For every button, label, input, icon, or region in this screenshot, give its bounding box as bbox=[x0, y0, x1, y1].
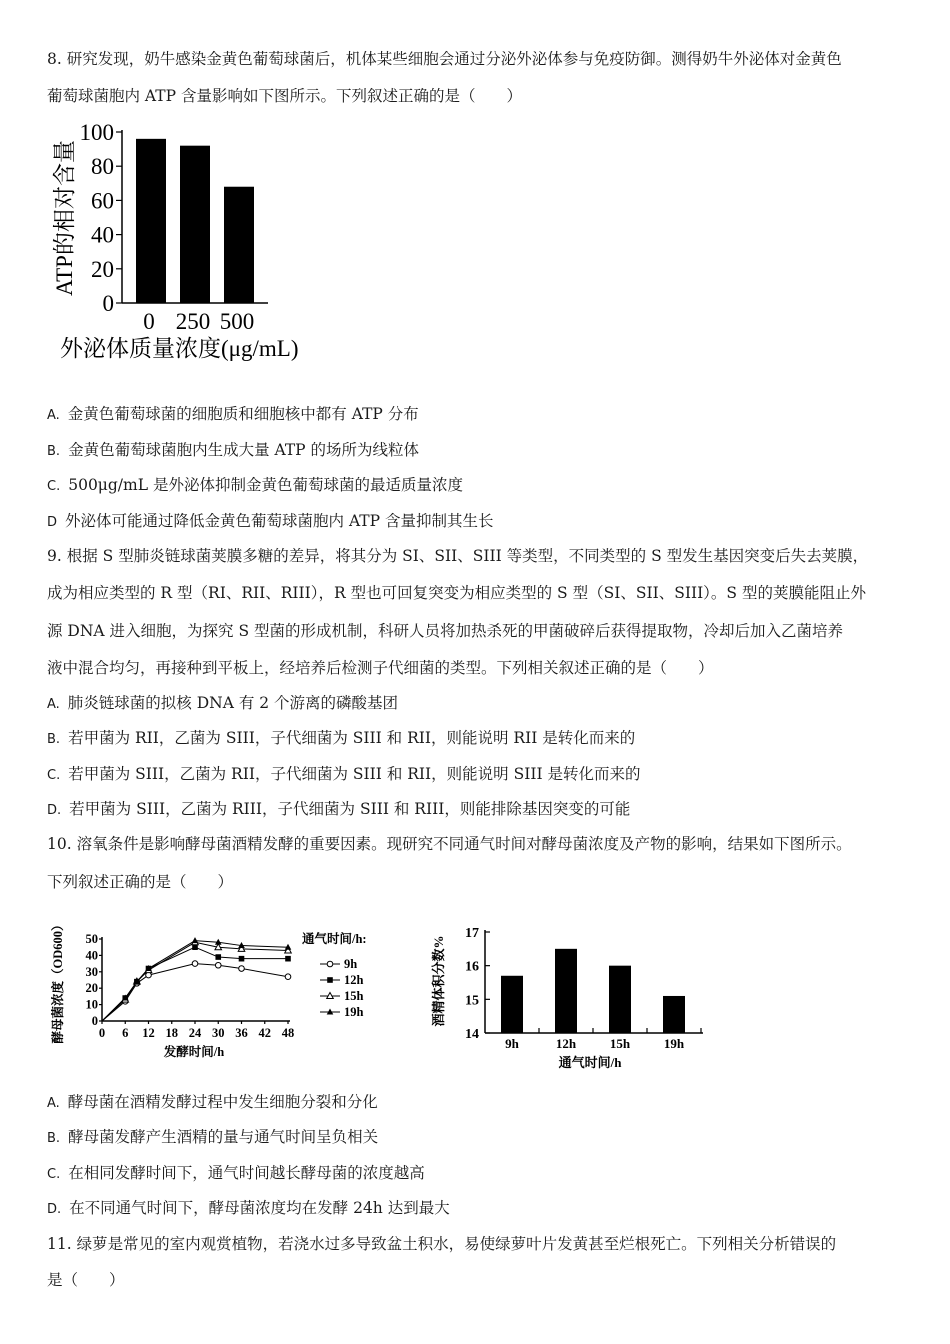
point-12h bbox=[215, 954, 221, 960]
bar-12h bbox=[555, 949, 577, 1033]
x-tick-label: 48 bbox=[281, 1026, 295, 1040]
point-19h bbox=[192, 937, 199, 943]
q9-stem-line1: 9. 根据 S 型肺炎链球菌荚膜多糖的差异，将其分为 SI、SII、SIII 等类型，不同类型的 S 型发生基因突变后失去荚膜， bbox=[47, 547, 869, 565]
q11-stem-line2: 是（ ） bbox=[47, 1271, 125, 1289]
x-tick-label: 36 bbox=[235, 1026, 248, 1040]
point-12h bbox=[285, 956, 291, 962]
bar-500 bbox=[224, 187, 254, 303]
x-tick-label: 12 bbox=[142, 1026, 155, 1040]
x-tick-label: 0 bbox=[98, 1026, 106, 1040]
y-tick-label: 60 bbox=[91, 188, 114, 214]
legend-label-9h: 9h bbox=[344, 957, 358, 971]
y-tick-label: 20 bbox=[85, 981, 98, 996]
point-12h bbox=[239, 956, 245, 962]
legend-label-19h: 19h bbox=[344, 1005, 364, 1019]
y-tick-label: 16 bbox=[465, 959, 479, 975]
x-tick-label: 500 bbox=[219, 309, 255, 334]
q10-option-a[interactable]: A. 酵母菌在酒精发酵过程中发生细胞分裂和分化 bbox=[47, 1093, 378, 1111]
legend-label-15h: 15h bbox=[344, 989, 364, 1003]
q8-option-a[interactable]: A. 金黄色葡萄球菌的细胞质和细胞核中都有 ATP 分布 bbox=[47, 405, 419, 423]
y-tick-label: 0 bbox=[91, 1014, 98, 1028]
y-tick-label: 20 bbox=[91, 256, 114, 282]
q10-option-c[interactable]: C. 在相同发酵时间下，通气时间越长酵母菌的浓度越高 bbox=[47, 1164, 425, 1182]
x-tick-label: 42 bbox=[258, 1026, 271, 1040]
y-tick-label: 40 bbox=[91, 222, 114, 248]
y-tick-label: 0 bbox=[102, 291, 114, 316]
bar-19h bbox=[663, 996, 685, 1033]
q10-option-d[interactable]: D. 在不同通气时间下，酵母菌浓度均在发酵 24h 达到最大 bbox=[47, 1199, 450, 1217]
q10-option-b[interactable]: B. 酵母菌发酵产生酒精的量与通气时间呈负相关 bbox=[47, 1128, 379, 1146]
y-axis-label: ATP的相对含量 bbox=[52, 140, 77, 296]
y-tick-label: 50 bbox=[85, 932, 98, 946]
x-tick-label: 15h bbox=[609, 1036, 631, 1051]
point-9h bbox=[192, 961, 198, 967]
y-tick-label: 40 bbox=[85, 948, 98, 963]
q9-option-a[interactable]: A. 肺炎链球菌的拟核 DNA 有 2 个游离的磷酸基团 bbox=[47, 694, 399, 712]
x-tick-label: 0 bbox=[143, 309, 155, 334]
y-tick-label: 14 bbox=[465, 1027, 479, 1042]
series-line-12h bbox=[102, 947, 288, 1021]
q8-stem-line2: 葡萄球菌胞内 ATP 含量影响如下图所示。下列叙述正确的是（ ） bbox=[47, 87, 522, 105]
q8-option-d[interactable]: D 外泌体可能通过降低金黄色葡萄球菌胞内 ATP 含量抑制其生长 bbox=[47, 512, 494, 530]
legend-label-12h: 12h bbox=[344, 973, 364, 987]
y-tick-label: 15 bbox=[465, 993, 479, 1009]
x-tick-label: 9h bbox=[505, 1036, 519, 1051]
y-axis-label: 酒精体积分数% bbox=[431, 935, 446, 1027]
alcohol-bar-chart bbox=[425, 915, 715, 1075]
q8-stem-line1: 8. 研究发现，奶牛感染金黄色葡萄球菌后，机体某些细胞会通过分泌外泌体参与免疫防御。测得奶牛外泌体对金黄色 bbox=[47, 50, 842, 68]
x-axis-label: 通气时间/h bbox=[558, 1055, 622, 1070]
series-line-19h bbox=[102, 941, 288, 1021]
bar-0 bbox=[136, 139, 166, 303]
q10-stem-line2: 下列叙述正确的是（ ） bbox=[47, 873, 234, 891]
series-line-15h bbox=[102, 942, 288, 1021]
yeast-growth-line-chart bbox=[48, 915, 398, 1075]
legend-title: 通气时间/h: bbox=[302, 932, 367, 946]
point-9h bbox=[215, 962, 221, 968]
legend-marker-9h bbox=[327, 961, 333, 967]
x-axis-label: 外泌体质量浓度(μg/mL) bbox=[60, 336, 299, 361]
point-9h bbox=[239, 966, 245, 972]
q8-option-b[interactable]: B. 金黄色葡萄球菌胞内生成大量 ATP 的场所为线粒体 bbox=[47, 441, 420, 459]
x-tick-label: 18 bbox=[165, 1026, 178, 1040]
legend-marker-12h bbox=[327, 977, 333, 983]
point-9h bbox=[285, 974, 291, 980]
y-tick-label: 30 bbox=[85, 964, 98, 979]
y-tick-label: 100 bbox=[79, 120, 114, 145]
q9-stem-line4: 液中混合均匀，再接种到平板上，经培养后检测子代细菌的类型。下列相关叙述正确的是（ ） bbox=[47, 659, 714, 677]
q9-option-d[interactable]: D. 若甲菌为 SIII，乙菌为 RIII，子代细菌为 SIII 和 RIII，则能排除基因突变的可能 bbox=[47, 800, 631, 818]
atp-bar-chart bbox=[50, 118, 340, 368]
q9-option-c[interactable]: C. 若甲菌为 SIII，乙菌为 RII，子代细菌为 SIII 和 RII，则能说明 SIII 是转化而来的 bbox=[47, 765, 641, 783]
x-tick-label: 24 bbox=[188, 1026, 202, 1040]
bar-15h bbox=[609, 966, 631, 1033]
x-tick-label: 250 bbox=[175, 309, 211, 334]
x-axis-label: 发酵时间/h bbox=[163, 1045, 225, 1059]
bar-250 bbox=[180, 146, 210, 303]
bar-9h bbox=[501, 976, 523, 1033]
x-tick-label: 12h bbox=[555, 1036, 577, 1051]
q11-stem-line1: 11. 绿萝是常见的室内观赏植物，若浇水过多导致盆土积水，易使绿萝叶片发黄甚至烂根死亡。下列相关分析错误的 bbox=[47, 1235, 837, 1253]
q8-option-c[interactable]: C. 500μg/mL 是外泌体抑制金黄色葡萄球菌的最适质量浓度 bbox=[47, 476, 463, 494]
y-tick-label: 17 bbox=[465, 926, 479, 941]
x-tick-label: 30 bbox=[212, 1026, 225, 1040]
q9-stem-line3: 源 DNA 进入细胞，为探究 S 型菌的形成机制，科研人员将加热杀死的甲菌破碎后获得提取物，冷却后加入乙菌培养 bbox=[47, 622, 844, 640]
q9-stem-line2: 成为相应类型的 R 型（RI、RII、RIII），R 型也可回复突变为相应类型的 S 型（SI、SII、SIII）。S 型的荚膜能阻止外 bbox=[47, 584, 866, 602]
x-tick-label: 6 bbox=[122, 1026, 129, 1040]
y-axis-label: 酵母菌浓度（OD600） bbox=[51, 918, 65, 1044]
x-tick-label: 19h bbox=[663, 1036, 685, 1051]
q10-stem-line1: 10. 溶氧条件是影响酵母菌酒精发酵的重要因素。现研究不同通气时间对酵母菌浓度及产物的影响，结果如下图所示。 bbox=[47, 835, 852, 853]
y-tick-label: 80 bbox=[91, 154, 114, 180]
y-tick-label: 10 bbox=[85, 997, 98, 1012]
q9-option-b[interactable]: B. 若甲菌为 RII，乙菌为 SIII，子代细菌为 SIII 和 RII，则能说明 RII 是转化而来的 bbox=[47, 729, 636, 747]
